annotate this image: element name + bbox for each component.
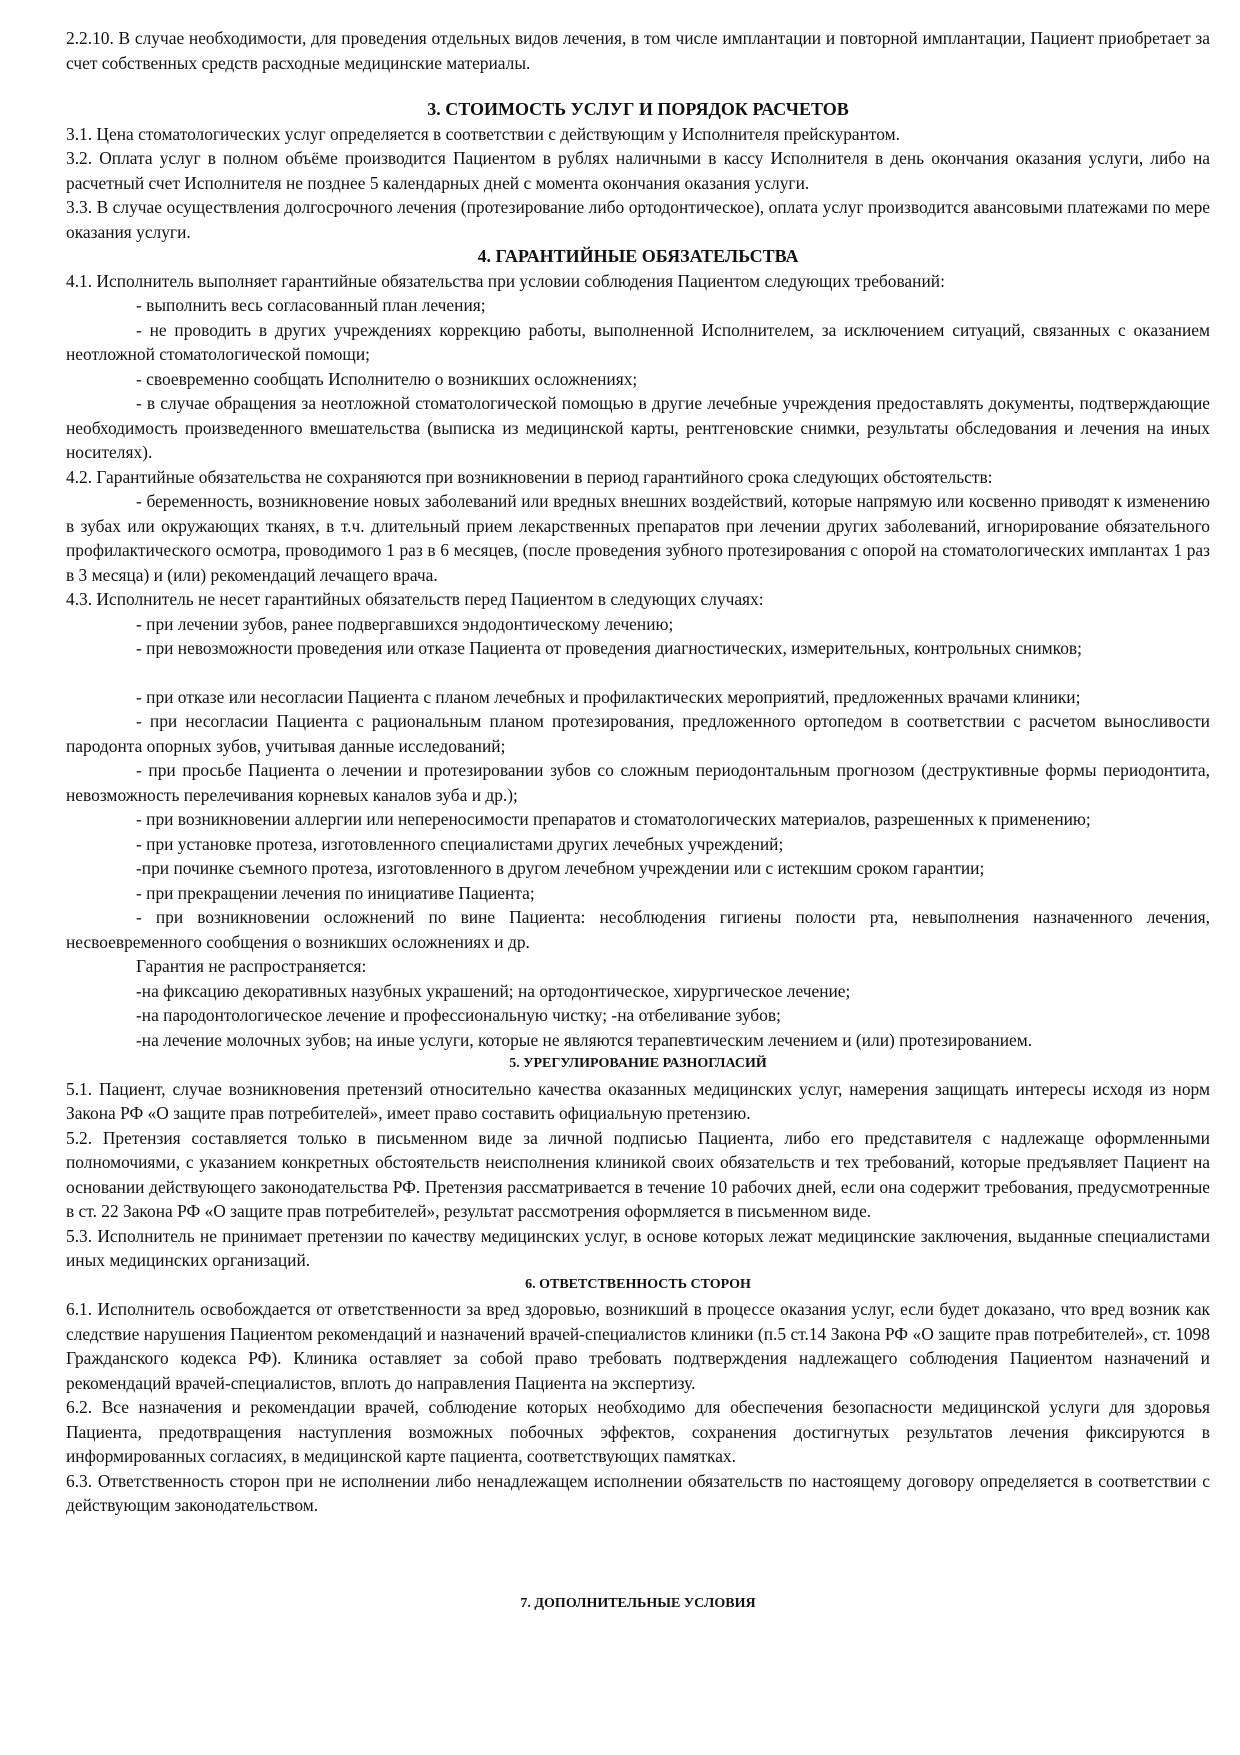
clause-4-1-item: - в случае обращения за неотложной стоматологической помощью в другие лечебные учреждения предоставлять документы, подтверждающие необходимость произведенного вмешательства (выписка из медицинской карты, рентгеновские снимки, результаты обследования и лечения на иных носителях). [66, 393, 1210, 462]
clause-4-2: 4.2. Гарантийные обязательства не сохраняются при возникновении в период гарантийного срока следующих обстоятельств: [66, 466, 993, 487]
section-4-heading: 4. ГАРАНТИЙНЫЕ ОБЯЗАТЕЛЬСТВА [477, 246, 799, 266]
clause-4-3-item: - при возникновении осложнений по вине Пациента: несоблюдения гигиены полости рта, невыполнения назначенного лечения, несвоевременного сообщения о возникших осложнениях и др. [66, 907, 1210, 952]
clause-4-3-item: - при невозможности проведения или отказе Пациента от проведения диагностических, измерительных, контрольных снимков; [136, 638, 1082, 658]
clause-4-1-item: - своевременно сообщать Исполнителю о возникших осложнениях; [136, 368, 638, 389]
warranty-exclusion-item: -на пародонтологическое лечение и профессиональную чистку; -на отбеливание зубов; [136, 1005, 781, 1025]
clause-4-2-item: - беременность, возникновение новых заболеваний или вредных внешних воздействий, которые напрямую или косвенно приводят к изменению в зубах или окружающих тканях, в т.ч. длительный прием лекарственных препаратов при лечении других заболеваний, игнорирование обязательного профилактического осмотра, проводимого 1 раз в 6 месяцев, (после проведения зубного протезирования с опорой на стоматологических имплантах 1 раз в 3 месяца) и (или) рекомендаций лечащего врача. [66, 491, 1210, 585]
clause-4-3-item: - при прекращении лечения по инициативе Пациента; [136, 882, 535, 903]
clause-6-3: 6.3. Ответственность сторон при не исполнении либо ненадлежащем исполнении обязательств по настоящему договору определяется в соответствии с действующим законодательством. [66, 1470, 1210, 1515]
clause-4-3-item: -при починке съемного протеза, изготовленного в другом лечебном учреждении или с истекшим сроком гарантии; [136, 858, 985, 878]
clause-3-3: 3.3. В случае осуществления долгосрочного лечения (протезирование либо ортодонтическое), оплата услуг производится авансовыми платежами по мере оказания услуги. [66, 197, 1210, 242]
clause-5-3: 5.3. Исполнитель не принимает претензии по качеству медицинских услуг, в основе которых лежат медицинские заключения, выданные специалистами иных медицинских организаций. [66, 1225, 1210, 1270]
clause-3-2: 3.2. Оплата услуг в полном объёме производится Пациентом в рублях наличными в кассу Исполнителя в день окончания оказания услуги, либо на расчетный счет Исполнителя не позднее 5 календарных дней с момента окончания оказания услуги. [66, 148, 1210, 193]
clause-4-1-item: - не проводить в других учреждениях коррекцию работы, выполненной Исполнителем, за исключением ситуаций, связанных с оказанием неотложной стоматологической помощи; [66, 319, 1210, 364]
clause-4-3-item: - при несогласии Пациента с рациональным планом протезирования, предложенного ортопедом в соответствии с расчетом выносливости пародонта опорных зубов, учитывая данные исследований; [66, 711, 1210, 756]
clause-4-3-item: - при установке протеза, изготовленного специалистами других лечебных учреждений; [136, 833, 784, 854]
warranty-exclusions-label: Гарантия не распространяется: [136, 956, 367, 976]
blank-gap [66, 661, 1210, 685]
warranty-exclusion-item: -на лечение молочных зубов; на иные услуги, которые не являются терапевтическим лечением и (или) протезированием. [136, 1029, 1033, 1050]
section-3-heading: 3. СТОИМОСТЬ УСЛУГ И ПОРЯДОК РАСЧЕТОВ [427, 99, 849, 119]
clause-4-3-item: - при просьбе Пациента о лечении и протезировании зубов со сложным периодонтальным прогнозом (деструктивные формы периодонтита, невозможность перелечивания корневых каналов зуба и др.); [66, 760, 1210, 805]
clause-4-1-item: - выполнить весь согласованный план лечения; [136, 295, 486, 315]
blank-gap [66, 1518, 1210, 1592]
clause-2-2-10: 2.2.10. В случае необходимости, для проведения отдельных видов лечения, в том числе имплантации и повторной имплантации, Пациент приобретает за счет собственных средств расходные медицинские материалы. [66, 28, 1210, 73]
section-5-heading: 5. УРЕГУЛИРОВАНИЕ РАЗНОГЛАСИЙ [509, 1056, 767, 1071]
clause-4-1: 4.1. Исполнитель выполняет гарантийные обязательства при условии соблюдения Пациентом следующих требований: [66, 270, 945, 291]
warranty-exclusion-item: -на фиксацию декоративных назубных украшений; на ортодонтическое, хирургическое лечение; [136, 980, 851, 1001]
clause-5-1: 5.1. Пациент, случае возникновения претензий относительно качества оказанных медицинских услуг, намерения защищать интересы исходя из норм Закона РФ «О защите прав потребителей», имеет право составить официальную претензию. [66, 1078, 1210, 1123]
clause-4-3-item: - при отказе или несогласии Пациента с планом лечебных и профилактических мероприятий, предложенных врачами клиники; [136, 686, 1081, 707]
document-page [66, 26, 1210, 1616]
section-6-heading: 6. ОТВЕТСТВЕННОСТЬ СТОРОН [525, 1276, 751, 1292]
clause-4-3-item: - при возникновении аллергии или непереносимости препаратов и стоматологических материалов, разрешенных к применению; [136, 809, 1091, 829]
clause-6-2: 6.2. Все назначения и рекомендации врачей, соблюдение которых необходимо для обеспечения безопасности медицинской услуги для здоровья Пациента, предотвращения наступления возможных побочных эффектов, сохранения достигнутых результатов лечения фиксируются в информированных согласиях, в медицинской карте пациента, соответствующих памятках. [66, 1397, 1210, 1466]
clause-6-1: 6.1. Исполнитель освобождается от ответственности за вред здоровью, возникший в процессе оказания услуг, если будет доказано, что вред возник как следствие нарушения Пациентом рекомендаций и назначений врачей-специалистов клиники (п.5 ст.14 Закона РФ «О защите прав потребителей», ст. 1098 Гражданского кодекса РФ). Клиника оставляет за собой право требовать подтверждения надлежащего соблюдения Пациентом назначений и рекомендаций врачей-специалистов, вплоть до направления Пациента на экспертизу. [66, 1299, 1210, 1393]
clause-5-2: 5.2. Претензия составляется только в письменном виде за личной подписью Пациента, либо его представителя с надлежаще оформленными полномочиями, с указанием конкретных обстоятельств неисполнения клиникой своих обязательств и тех требований, которые предъявляет Пациент на основании действующего законодательства РФ. Претензия рассматривается в течение 10 рабочих дней, если она содержит требования, предусмотренные в ст. 22 Закона РФ «О защите прав потребителей», результат рассмотрения оформляется в письменном виде. [66, 1127, 1210, 1221]
clause-3-1: 3.1. Цена стоматологических услуг определяется в соответствии с действующим у Исполнителя прейскурантом. [66, 123, 901, 144]
section-7-heading: 7. ДОПОЛНИТЕЛЬНЫЕ УСЛОВИЯ [520, 1595, 756, 1611]
clause-4-3: 4.3. Исполнитель не несет гарантийных обязательств перед Пациентом в следующих случаях: [66, 589, 764, 609]
clause-4-3-item: - при лечении зубов, ранее подвергавшихся эндодонтическому лечению; [136, 613, 674, 634]
